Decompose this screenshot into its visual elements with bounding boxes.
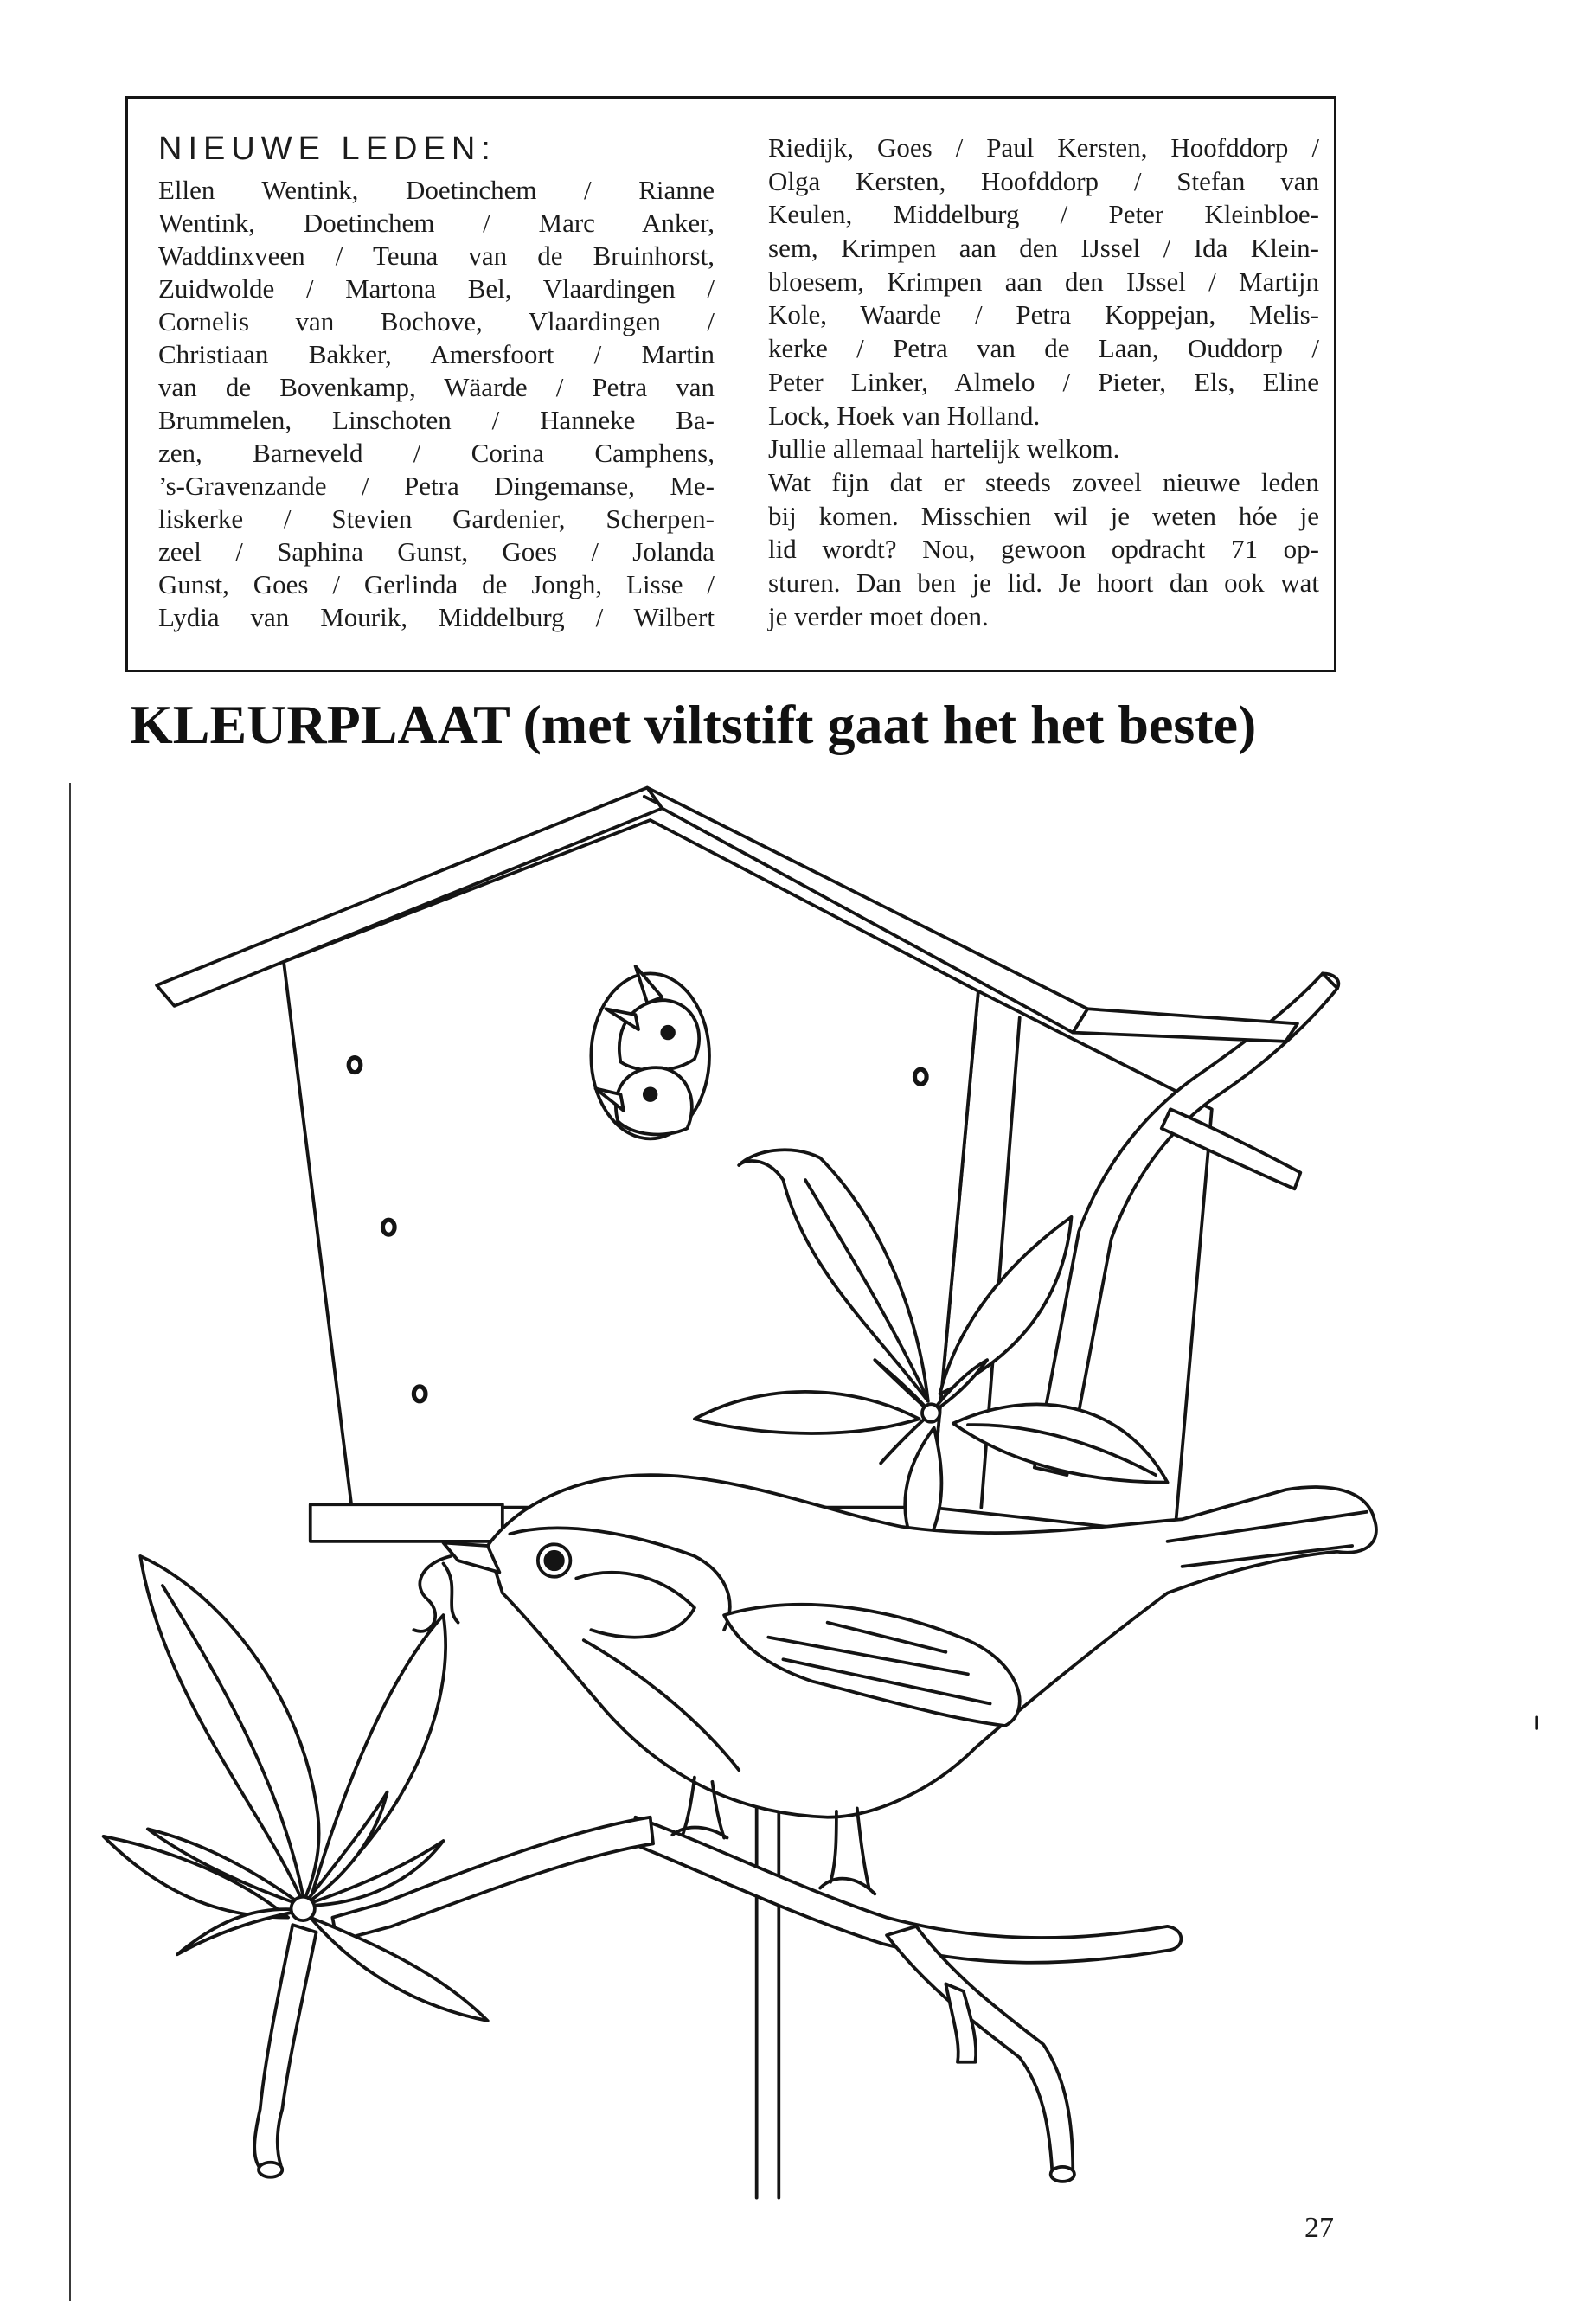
member-line: Christiaan Bakker, Amersfoort / Martin: [158, 339, 715, 369]
page-number: 27: [1304, 2212, 1334, 2244]
member-line: ’s-Gravenzande / Petra Dingemanse, Me-: [158, 471, 715, 501]
member-line: Ellen Wentink, Doetinchem / Rianne: [158, 175, 715, 205]
info-line: lid wordt? Nou, gewoon opdracht 71 op-: [768, 534, 1319, 565]
chick-head: [616, 1067, 692, 1134]
chick-eye: [644, 1088, 657, 1100]
branch: [254, 1925, 316, 2168]
member-line: Waddinxveen / Teuna van de Bruinhorst,: [158, 240, 715, 271]
member-line: Riedijk, Goes / Paul Kersten, Hoofddorp /: [768, 132, 1319, 163]
member-line: Olga Kersten, Hoofddorp / Stefan van: [768, 165, 1319, 196]
member-line: bloesem, Krimpen aan den IJssel / Martijn: [768, 266, 1319, 297]
bird-leg: [820, 1808, 875, 1894]
member-line: Cornelis van Bochove, Vlaardingen /: [158, 306, 715, 336]
member-line: zeel / Saphina Gunst, Goes / Jolanda: [158, 536, 715, 567]
member-line: van de Bovenkamp, Wäarde / Petra van: [158, 372, 715, 402]
member-line: Brummelen, Linschoten / Hanneke Ba-: [158, 405, 715, 435]
bird-pupil: [545, 1552, 563, 1569]
member-line: Peter Linker, Almelo / Pieter, Els, Eline: [768, 366, 1319, 397]
worm: [413, 1556, 458, 1631]
welcome-line: Jullie allemaal hartelijk welkom.: [768, 433, 1120, 465]
peg-hole: [382, 1220, 394, 1234]
member-line: Gunst, Goes / Gerlinda de Jongh, Lisse /: [158, 569, 715, 599]
member-line: Zuidwolde / Martona Bel, Vlaardingen /: [158, 273, 715, 304]
member-line: Lydia van Mourik, Middelburg / Wilbert: [158, 602, 715, 632]
member-line: liskerke / Stevien Gardenier, Scherpen-: [158, 503, 715, 534]
members-heading: NIEUWE LEDEN:: [158, 131, 497, 167]
peg-hole: [914, 1069, 926, 1084]
birdhouse-base-plank: [311, 1504, 503, 1541]
branch-tip: [1051, 2167, 1074, 2182]
member-line: Wentink, Doetinchem / Marc Anker,: [158, 208, 715, 238]
member-line: sem, Krimpen aan den IJssel / Ida Klein-: [768, 233, 1319, 264]
leaf: [311, 1918, 488, 2021]
member-line: zen, Barneveld / Corina Camphens,: [158, 438, 715, 468]
info-line: sturen. Dan ben je lid. Je hoort dan ook wat: [768, 567, 1319, 598]
branch-tip: [259, 2163, 282, 2177]
flower-center: [292, 1897, 315, 1920]
member-line: Lock, Hoek van Holland.: [768, 400, 1041, 431]
coloring-page-title: KLEURPLAAT (met viltstift gaat het het beste): [130, 694, 1257, 755]
member-line: kerke / Petra van de Laan, Ouddorp /: [768, 333, 1319, 364]
member-line: Keulen, Middelburg / Peter Kleinbloe-: [768, 199, 1319, 230]
roof-right-edge: [1073, 1009, 1298, 1042]
peg-hole: [349, 1058, 361, 1073]
peg-hole: [413, 1387, 426, 1401]
member-line: Kole, Waarde / Petra Koppejan, Melis-: [768, 299, 1319, 330]
info-line: bij komen. Misschien wil je weten hóe je: [768, 500, 1319, 531]
chick-eye: [662, 1027, 674, 1039]
flower-center: [922, 1404, 940, 1421]
info-line: je verder moet doen.: [768, 600, 989, 631]
info-line: Wat fijn dat er steeds zoveel nieuwe leden: [768, 466, 1319, 497]
